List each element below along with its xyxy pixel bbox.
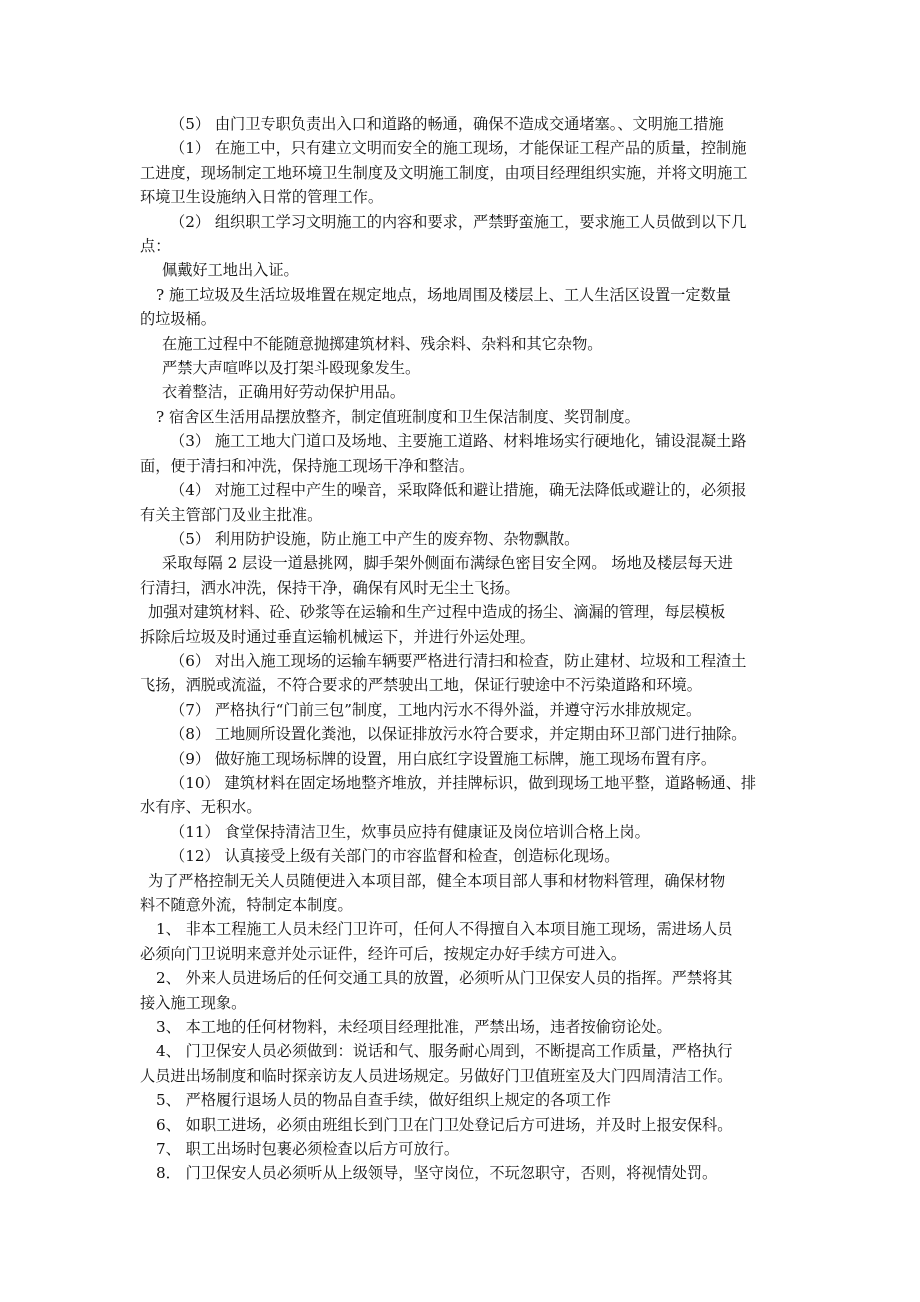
paragraph bbox=[140, 747, 785, 771]
text-line: 严禁大声喧哗以及打架斗殴现象发生。 bbox=[162, 359, 421, 378]
text-line: 5、 严格履行退场人员的物品自查手续，做好组织上规定的各项工作 bbox=[156, 1091, 611, 1110]
text-line: 3、 本工地的任何材物料，未经项目经理批准，严禁出场，违者按偷窃论处。 bbox=[156, 1018, 672, 1037]
text-line: （5） 由门卫专职负责出入口和道路的畅通，确保不造成交通堵塞。、文明施工措施 bbox=[170, 115, 724, 133]
text-line: 飞扬，洒脱或流溢，不符合要求的严禁驶出工地，保证行驶途中不污染道路和环境。 bbox=[140, 676, 702, 695]
text-line: （2） 组织职工学习文明施工的内容和要求，严禁野蛮施工，要求施工人员做到以下几 bbox=[170, 212, 747, 231]
text-line: 必须向门卫说明来意并处示证件，经许可后，按规定办好手续方可进入。 bbox=[140, 944, 626, 963]
paragraph bbox=[140, 771, 785, 820]
paragraph bbox=[140, 356, 785, 380]
text-line: ? 施工垃圾及生活垃圾堆置在规定地点，场地周围及楼层上、工人生活区设置一定数量 bbox=[156, 285, 731, 304]
text-line: 7、 职工出场时包裹必须检查以后方可放行。 bbox=[156, 1140, 460, 1159]
text-line: 行清扫，洒水冲洗，保持干净，确保有风时无尘土飞扬。 bbox=[140, 578, 520, 597]
text-line: 面，便于清扫和冲洗，保持施工现场干净和整洁。 bbox=[140, 456, 475, 475]
paragraph bbox=[140, 966, 785, 1015]
text-line: 的垃圾桶。 bbox=[140, 310, 216, 329]
text-line: 点： bbox=[140, 237, 171, 256]
text-line: 加强对建筑材料、砼、砂浆等在运输和生产过程中造成的扬尘、滴漏的管理，每层模板 bbox=[148, 603, 726, 622]
text-line: （3） 施工工地大门道口及场地、主要施工道路、材料堆场实行硬地化，铺设混凝土路 bbox=[170, 432, 747, 451]
text-line: （5） 利用防护设施，防止施工中产生的废弃物、杂物飘散。 bbox=[170, 529, 580, 548]
paragraph bbox=[140, 1039, 785, 1088]
text-line: 4、 门卫保安人员必须做到：说话和气、服务耐心周到，不断提高工作质量，严格执行 bbox=[156, 1042, 733, 1061]
text-line: 2、 外来人员进场后的任何交通工具的放置，必须听从门卫保安人员的指挥。严禁将其 bbox=[156, 969, 733, 988]
paragraph bbox=[140, 698, 785, 722]
text-line: （6） 对出入施工现场的运输车辆要严格进行清扫和检查，防止建材、垃圾和工程渣土 bbox=[170, 651, 747, 670]
paragraph bbox=[140, 136, 785, 209]
paragraph bbox=[140, 429, 785, 478]
paragraph bbox=[140, 380, 785, 404]
text-line: （9） 做好施工现场标牌的设置，用白底红字设置施工标牌，施工现场布置有序。 bbox=[170, 749, 717, 768]
paragraph bbox=[140, 869, 785, 918]
text-line: 环境卫生设施纳入日常的管理工作。 bbox=[140, 188, 383, 207]
paragraph bbox=[140, 1015, 785, 1039]
text-line: （4） 对施工过程中产生的噪音，采取降低和避让措施，确无法降低或避让的，必须报 bbox=[170, 481, 747, 500]
text-line: 人员进出场制度和临时探亲访友人员进场规定。另做好门卫值班室及大门四周清洁工作。 bbox=[140, 1066, 733, 1085]
paragraph bbox=[140, 844, 785, 868]
text-line: 水有序、无积水。 bbox=[140, 798, 262, 817]
paragraph bbox=[140, 478, 785, 527]
paragraph bbox=[140, 1137, 785, 1161]
text-line: （7） 严格执行“门前三包”制度，工地内污水不得外溢，并遵守污水排放规定。 bbox=[170, 700, 702, 719]
paragraph bbox=[140, 551, 785, 600]
paragraph bbox=[140, 283, 785, 332]
paragraph bbox=[140, 258, 785, 282]
paragraph bbox=[140, 917, 785, 966]
text-line: 有关主管部门及业主批准。 bbox=[140, 505, 323, 524]
text-line: 衣着整洁，正确用好劳动保护用品。 bbox=[162, 383, 405, 402]
text-line: （10） 建筑材料在固定场地整齐堆放，并挂牌标识，做到现场工地平整，道路畅通、排 bbox=[170, 773, 757, 792]
text-line: 在施工过程中不能随意抛掷建筑材料、残余料、杂料和其它杂物。 bbox=[162, 334, 603, 353]
paragraph bbox=[140, 649, 785, 698]
text-line: 拆除后垃圾及时通过垂直运输机械运下，并进行外运处理。 bbox=[140, 627, 535, 646]
text-line: 工进度，现场制定工地环境卫生制度及文明施工制度，由项目经理组织实施，并将文明施工 bbox=[140, 163, 748, 182]
paragraph bbox=[140, 1161, 785, 1185]
paragraph bbox=[140, 332, 785, 356]
paragraph bbox=[140, 1088, 785, 1112]
text-line: （12） 认真接受上级有关部门的市容监督和检查，创造标化现场。 bbox=[170, 847, 620, 866]
paragraph bbox=[140, 600, 785, 649]
paragraph bbox=[140, 1113, 785, 1137]
text-line: 佩戴好工地出入证。 bbox=[162, 261, 299, 280]
text-line: 1、 非本工程施工人员未经门卫许可，任何人不得擅自入本项目施工现场，需进场人员 bbox=[156, 920, 733, 939]
text-line: 为了严格控制无关人员随便进入本项目部，健全本项目部人事和材物料管理，确保材物 bbox=[148, 871, 726, 890]
text-line: （11） 食堂保持清洁卫生，炊事员应持有健康证及岗位培训合格上岗。 bbox=[170, 822, 650, 841]
text-line: 料不随意外流，特制定本制度。 bbox=[140, 896, 353, 914]
paragraph bbox=[140, 210, 785, 259]
text-line: （1） 在施工中，只有建立文明而安全的施工现场，才能保证工程产品的质量，控制施 bbox=[170, 139, 747, 158]
paragraph bbox=[140, 112, 785, 136]
text-line: ? 宿舍区生活用品摆放整齐，制定值班制度和卫生保洁制度、奖罚制度。 bbox=[156, 407, 640, 426]
paragraph bbox=[140, 722, 785, 746]
paragraph bbox=[140, 405, 785, 429]
paragraph bbox=[140, 820, 785, 844]
text-line: 接入施工现象。 bbox=[140, 993, 247, 1012]
document-body bbox=[140, 112, 785, 1186]
text-line: 采取每隔 2 层设一道悬挑网，脚手架外侧面布满绿色密目安全网。 场地及楼层每天进 bbox=[162, 554, 733, 573]
text-line: （8） 工地厕所设置化粪池，以保证排放污水符合要求，并定期由环卫部门进行抽除。 bbox=[170, 725, 747, 744]
text-line: 8． 门卫保安人员必须听从上级领导，坚守岗位，不玩忽职守，否则，将视情处罚。 bbox=[156, 1164, 718, 1183]
paragraph bbox=[140, 527, 785, 551]
text-line: 6、 如职工进场，必须由班组长到门卫在门卫处登记后方可进场，并及时上报安保科。 bbox=[156, 1115, 733, 1134]
